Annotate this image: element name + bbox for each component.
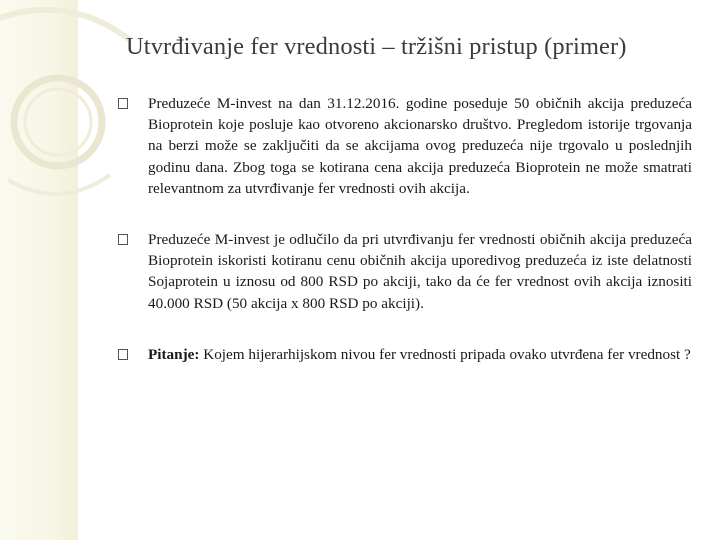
bullet-list — [118, 93, 692, 395]
bullet-text: Preduzeće M-invest je odlučilo da pri utvrđivanju fer vrednosti običnih akcija preduzeća Bioprotein iskoristi kotiranu cenu običnih akcija uporedivog preduzeća iz iste delatnosti Sojaprotein u iznosu od 800 RSD po akciji, tako da će fer vrednost ovih akcija iznositi 40.000 RSD (50 akcija x 800 RSD po akciji). — [148, 231, 692, 312]
question-label: Pitanje: — [148, 345, 200, 363]
bullet-item — [118, 93, 692, 199]
bullet-item — [118, 229, 692, 314]
bullet-text: Preduzeće M-invest na dan 31.12.2016. godine poseduje 50 običnih akcija preduzeća Bioprotein koje posluje kao otvoreno akcionarsko društvo. Pregledom istorije trgovanja na berzi može se zaključiti da se akcijama ovog preduzeća nije trgovalo u poslednjih godinu dana. Zbog toga se kotirana cena akcija preduzeća Bioprotein ne može smatrati relevantnom za utvrđivanje fer vrednosti ovih akcija. — [148, 95, 692, 197]
slide-title: Utvrđivanje fer vrednosti – tržišni pristup (primer) — [126, 33, 627, 60]
bullet-square-icon — [118, 98, 128, 109]
ring-inner — [25, 89, 91, 155]
ring-outer — [14, 78, 102, 166]
question-text: Kojem hijerarhijskom nivou fer vrednosti pripada ovako utvrđena fer vrednost ? — [199, 345, 691, 363]
ring-arc-bottom — [8, 175, 110, 194]
bullet-square-icon — [118, 349, 128, 360]
bullet-square-icon — [118, 234, 128, 245]
ring-arc-top — [0, 10, 130, 40]
bullet-item-question — [118, 344, 692, 365]
